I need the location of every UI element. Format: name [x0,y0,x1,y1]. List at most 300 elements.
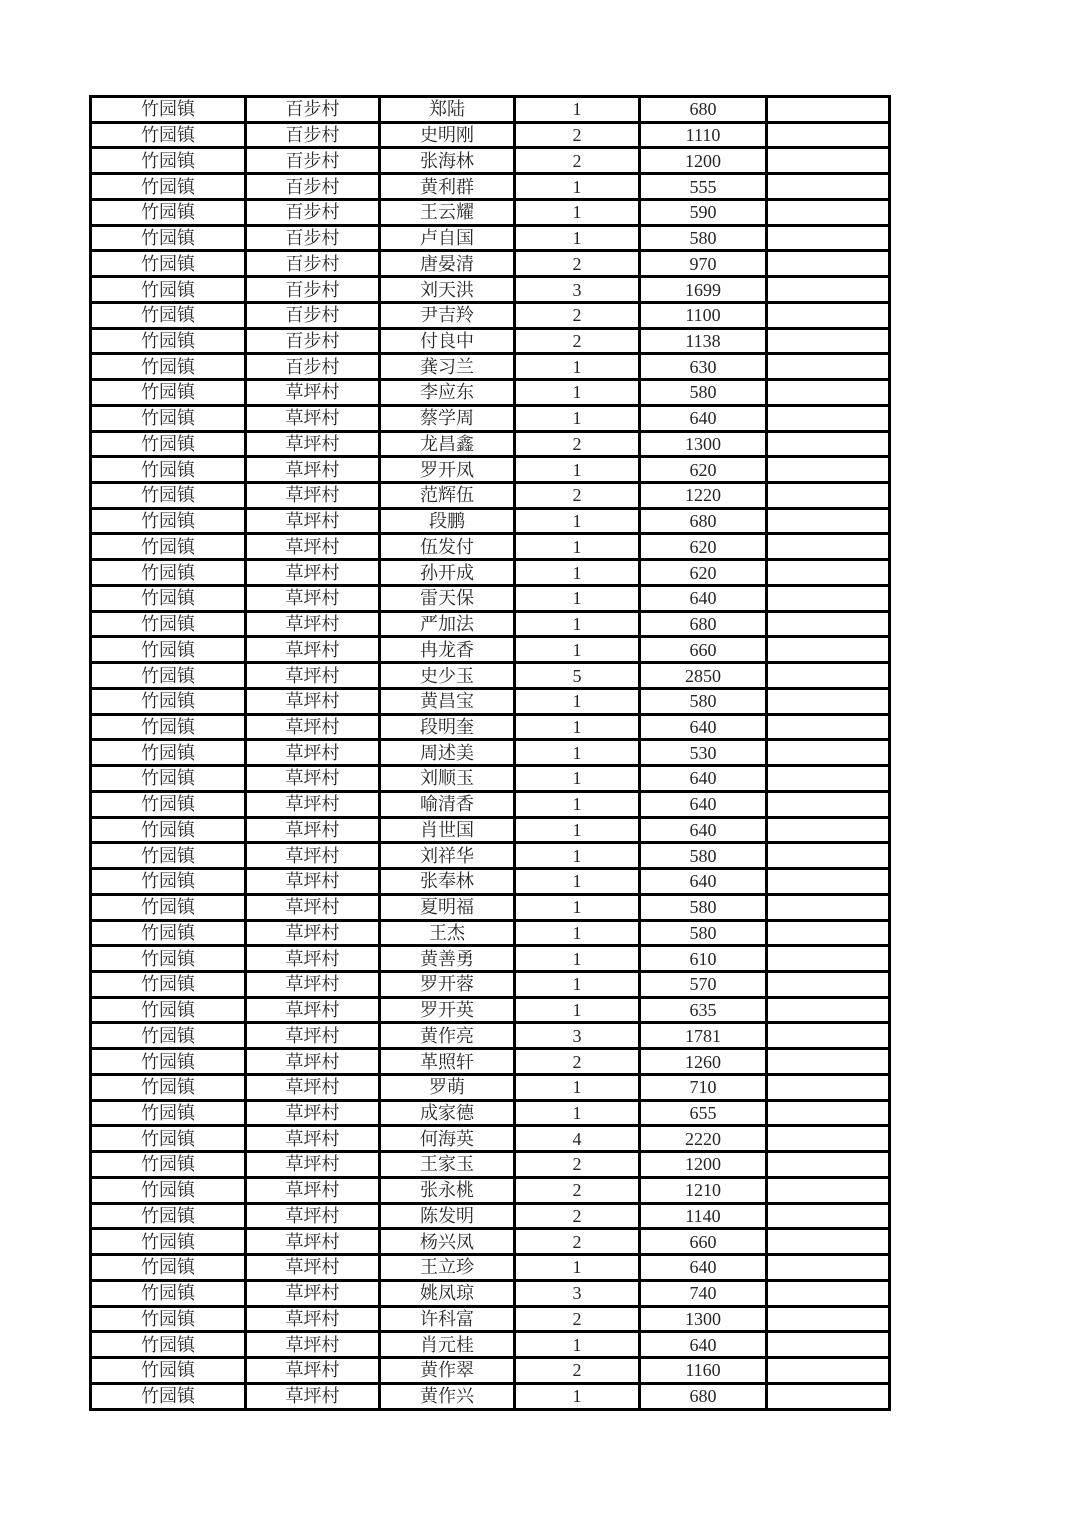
table-row [91,380,890,406]
count-cell: 1 [515,817,640,843]
table-row [91,405,890,431]
amount-cell: 640 [640,585,767,611]
count-cell: 1 [515,1255,640,1281]
name-cell: 孙开成 [380,560,515,586]
remark-cell [767,766,890,792]
table-row [91,869,890,895]
name-cell: 伍发付 [380,534,515,560]
count-cell: 2 [515,431,640,457]
table-row [91,817,890,843]
count-cell: 1 [515,1332,640,1358]
count-cell: 5 [515,663,640,689]
table-row [91,199,890,225]
town-cell: 竹园镇 [91,1074,246,1100]
table-row [91,766,890,792]
remark-cell [767,1383,890,1409]
amount-cell: 610 [640,946,767,972]
name-cell: 郑陆 [380,97,515,123]
count-cell: 2 [515,302,640,328]
village-cell: 草坪村 [246,869,380,895]
amount-cell: 1300 [640,1306,767,1332]
town-cell: 竹园镇 [91,585,246,611]
table-row [91,740,890,766]
amount-cell: 640 [640,791,767,817]
name-cell: 张海林 [380,148,515,174]
amount-cell: 590 [640,199,767,225]
village-cell: 草坪村 [246,766,380,792]
table-row [91,920,890,946]
village-cell: 草坪村 [246,920,380,946]
count-cell: 2 [515,122,640,148]
amount-cell: 1260 [640,1049,767,1075]
name-cell: 段明奎 [380,714,515,740]
amount-cell: 555 [640,174,767,200]
name-cell: 成家德 [380,1100,515,1126]
village-cell: 百步村 [246,302,380,328]
town-cell: 竹园镇 [91,199,246,225]
table-row [91,791,890,817]
table-row [91,483,890,509]
name-cell: 李应东 [380,380,515,406]
remark-cell [767,637,890,663]
village-cell: 百步村 [246,122,380,148]
name-cell: 段鹏 [380,508,515,534]
name-cell: 张永桃 [380,1177,515,1203]
remark-cell [767,740,890,766]
village-cell: 百步村 [246,225,380,251]
name-cell: 夏明福 [380,894,515,920]
name-cell: 肖元桂 [380,1332,515,1358]
amount-cell: 640 [640,714,767,740]
table-row [91,1049,890,1075]
town-cell: 竹园镇 [91,920,246,946]
name-cell: 黄利群 [380,174,515,200]
town-cell: 竹园镇 [91,637,246,663]
count-cell: 4 [515,1126,640,1152]
table-row [91,328,890,354]
town-cell: 竹园镇 [91,1357,246,1383]
town-cell: 竹园镇 [91,457,246,483]
count-cell: 1 [515,508,640,534]
name-cell: 黄善勇 [380,946,515,972]
village-cell: 百步村 [246,354,380,380]
table-row [91,946,890,972]
village-cell: 草坪村 [246,843,380,869]
name-cell: 罗萌 [380,1074,515,1100]
village-cell: 草坪村 [246,534,380,560]
name-cell: 尹吉羚 [380,302,515,328]
count-cell: 1 [515,971,640,997]
name-cell: 罗开凤 [380,457,515,483]
count-cell: 1 [515,611,640,637]
count-cell: 1 [515,740,640,766]
remark-cell [767,534,890,560]
town-cell: 竹园镇 [91,791,246,817]
table-row [91,997,890,1023]
count-cell: 2 [515,1049,640,1075]
amount-cell: 620 [640,457,767,483]
count-cell: 3 [515,1023,640,1049]
town-cell: 竹园镇 [91,225,246,251]
town-cell: 竹园镇 [91,1177,246,1203]
table-row [91,1332,890,1358]
amount-cell: 640 [640,869,767,895]
town-cell: 竹园镇 [91,611,246,637]
village-cell: 草坪村 [246,1306,380,1332]
name-cell: 黄昌宝 [380,688,515,714]
village-cell: 草坪村 [246,637,380,663]
amount-cell: 580 [640,380,767,406]
name-cell: 付良中 [380,328,515,354]
count-cell: 1 [515,766,640,792]
count-cell: 1 [515,714,640,740]
town-cell: 竹园镇 [91,251,246,277]
records-table [89,95,891,1411]
count-cell: 2 [515,1203,640,1229]
remark-cell [767,1203,890,1229]
remark-cell [767,405,890,431]
village-cell: 草坪村 [246,1152,380,1178]
count-cell: 2 [515,483,640,509]
town-cell: 竹园镇 [91,302,246,328]
village-cell: 草坪村 [246,1049,380,1075]
count-cell: 1 [515,225,640,251]
amount-cell: 530 [640,740,767,766]
name-cell: 喻清香 [380,791,515,817]
name-cell: 龚习兰 [380,354,515,380]
remark-cell [767,277,890,303]
table-row [91,277,890,303]
remark-cell [767,1255,890,1281]
table-row [91,1229,890,1255]
remark-cell [767,611,890,637]
table-row [91,508,890,534]
amount-cell: 2850 [640,663,767,689]
table-row [91,971,890,997]
name-cell: 肖世国 [380,817,515,843]
village-cell: 草坪村 [246,1177,380,1203]
table-row [91,534,890,560]
count-cell: 2 [515,328,640,354]
village-cell: 草坪村 [246,1074,380,1100]
amount-cell: 640 [640,1255,767,1281]
name-cell: 黄作翠 [380,1357,515,1383]
table-row [91,225,890,251]
village-cell: 草坪村 [246,791,380,817]
town-cell: 竹园镇 [91,1332,246,1358]
town-cell: 竹园镇 [91,405,246,431]
table-row [91,97,890,123]
name-cell: 许科富 [380,1306,515,1332]
remark-cell [767,225,890,251]
remark-cell [767,997,890,1023]
name-cell: 杨兴凤 [380,1229,515,1255]
amount-cell: 620 [640,534,767,560]
remark-cell [767,585,890,611]
count-cell: 1 [515,1100,640,1126]
count-cell: 1 [515,843,640,869]
count-cell: 1 [515,637,640,663]
remark-cell [767,199,890,225]
village-cell: 草坪村 [246,1280,380,1306]
table-row [91,302,890,328]
name-cell: 黄作亮 [380,1023,515,1049]
town-cell: 竹园镇 [91,148,246,174]
count-cell: 1 [515,1074,640,1100]
village-cell: 草坪村 [246,1255,380,1281]
amount-cell: 1138 [640,328,767,354]
remark-cell [767,688,890,714]
count-cell: 1 [515,534,640,560]
table-row [91,714,890,740]
table-row [91,174,890,200]
remark-cell [767,1100,890,1126]
amount-cell: 570 [640,971,767,997]
town-cell: 竹园镇 [91,663,246,689]
amount-cell: 660 [640,637,767,663]
name-cell: 卢自国 [380,225,515,251]
town-cell: 竹园镇 [91,688,246,714]
name-cell: 姚凤琼 [380,1280,515,1306]
town-cell: 竹园镇 [91,1100,246,1126]
village-cell: 草坪村 [246,1229,380,1255]
town-cell: 竹园镇 [91,97,246,123]
amount-cell: 2220 [640,1126,767,1152]
name-cell: 张奉林 [380,869,515,895]
remark-cell [767,1306,890,1332]
village-cell: 草坪村 [246,1332,380,1358]
amount-cell: 630 [640,354,767,380]
village-cell: 草坪村 [246,946,380,972]
amount-cell: 580 [640,894,767,920]
name-cell: 王立珍 [380,1255,515,1281]
village-cell: 草坪村 [246,1203,380,1229]
amount-cell: 1140 [640,1203,767,1229]
count-cell: 2 [515,1177,640,1203]
amount-cell: 580 [640,843,767,869]
name-cell: 革照轩 [380,1049,515,1075]
town-cell: 竹园镇 [91,1280,246,1306]
remark-cell [767,560,890,586]
village-cell: 百步村 [246,251,380,277]
remark-cell [767,1152,890,1178]
table-row [91,585,890,611]
remark-cell [767,817,890,843]
remark-cell [767,457,890,483]
village-cell: 草坪村 [246,380,380,406]
remark-cell [767,328,890,354]
name-cell: 范辉伍 [380,483,515,509]
village-cell: 草坪村 [246,560,380,586]
town-cell: 竹园镇 [91,122,246,148]
table-row [91,354,890,380]
remark-cell [767,1280,890,1306]
name-cell: 蔡学周 [380,405,515,431]
village-cell: 草坪村 [246,611,380,637]
table-row [91,1383,890,1409]
amount-cell: 1160 [640,1357,767,1383]
town-cell: 竹园镇 [91,1229,246,1255]
village-cell: 草坪村 [246,483,380,509]
remark-cell [767,148,890,174]
count-cell: 1 [515,997,640,1023]
village-cell: 百步村 [246,148,380,174]
amount-cell: 680 [640,97,767,123]
count-cell: 1 [515,1383,640,1409]
name-cell: 罗开英 [380,997,515,1023]
village-cell: 草坪村 [246,508,380,534]
town-cell: 竹园镇 [91,1023,246,1049]
amount-cell: 710 [640,1074,767,1100]
table-row [91,611,890,637]
town-cell: 竹园镇 [91,1126,246,1152]
village-cell: 百步村 [246,174,380,200]
table-row [91,1255,890,1281]
amount-cell: 1220 [640,483,767,509]
count-cell: 1 [515,585,640,611]
village-cell: 草坪村 [246,1023,380,1049]
count-cell: 3 [515,1280,640,1306]
table-row [91,894,890,920]
remark-cell [767,122,890,148]
count-cell: 1 [515,869,640,895]
table-row [91,122,890,148]
amount-cell: 1110 [640,122,767,148]
remark-cell [767,894,890,920]
name-cell: 罗开蓉 [380,971,515,997]
village-cell: 草坪村 [246,457,380,483]
name-cell: 冉龙香 [380,637,515,663]
name-cell: 黄作兴 [380,1383,515,1409]
remark-cell [767,251,890,277]
village-cell: 百步村 [246,97,380,123]
count-cell: 2 [515,1357,640,1383]
table-row [91,1074,890,1100]
village-cell: 百步村 [246,199,380,225]
village-cell: 草坪村 [246,1126,380,1152]
count-cell: 1 [515,380,640,406]
village-cell: 草坪村 [246,585,380,611]
name-cell: 严加法 [380,611,515,637]
table-row [91,1357,890,1383]
remark-cell [767,1074,890,1100]
amount-cell: 680 [640,508,767,534]
table-row [91,663,890,689]
count-cell: 2 [515,251,640,277]
town-cell: 竹园镇 [91,483,246,509]
table-row [91,457,890,483]
count-cell: 2 [515,1306,640,1332]
amount-cell: 1781 [640,1023,767,1049]
amount-cell: 1200 [640,1152,767,1178]
name-cell: 唐晏清 [380,251,515,277]
count-cell: 1 [515,354,640,380]
name-cell: 王云耀 [380,199,515,225]
town-cell: 竹园镇 [91,1049,246,1075]
amount-cell: 580 [640,920,767,946]
town-cell: 竹园镇 [91,843,246,869]
village-cell: 百步村 [246,277,380,303]
village-cell: 草坪村 [246,740,380,766]
remark-cell [767,97,890,123]
amount-cell: 640 [640,766,767,792]
town-cell: 竹园镇 [91,714,246,740]
table-row [91,1023,890,1049]
remark-cell [767,920,890,946]
village-cell: 草坪村 [246,971,380,997]
remark-cell [767,354,890,380]
village-cell: 草坪村 [246,663,380,689]
town-cell: 竹园镇 [91,869,246,895]
town-cell: 竹园镇 [91,1255,246,1281]
amount-cell: 740 [640,1280,767,1306]
remark-cell [767,174,890,200]
table-row [91,1203,890,1229]
town-cell: 竹园镇 [91,1306,246,1332]
name-cell: 龙昌鑫 [380,431,515,457]
town-cell: 竹园镇 [91,560,246,586]
town-cell: 竹园镇 [91,277,246,303]
amount-cell: 640 [640,405,767,431]
table-row [91,560,890,586]
remark-cell [767,869,890,895]
remark-cell [767,483,890,509]
village-cell: 草坪村 [246,997,380,1023]
amount-cell: 1210 [640,1177,767,1203]
amount-cell: 640 [640,1332,767,1358]
table-row [91,1280,890,1306]
name-cell: 何海英 [380,1126,515,1152]
town-cell: 竹园镇 [91,380,246,406]
table-row [91,1152,890,1178]
remark-cell [767,302,890,328]
town-cell: 竹园镇 [91,508,246,534]
table-row [91,637,890,663]
town-cell: 竹园镇 [91,971,246,997]
remark-cell [767,508,890,534]
town-cell: 竹园镇 [91,354,246,380]
remark-cell [767,1229,890,1255]
village-cell: 草坪村 [246,405,380,431]
village-cell: 草坪村 [246,1357,380,1383]
count-cell: 1 [515,97,640,123]
village-cell: 草坪村 [246,1100,380,1126]
village-cell: 草坪村 [246,688,380,714]
remark-cell [767,714,890,740]
town-cell: 竹园镇 [91,894,246,920]
remark-cell [767,1357,890,1383]
name-cell: 刘祥华 [380,843,515,869]
count-cell: 3 [515,277,640,303]
count-cell: 1 [515,560,640,586]
table-row [91,1177,890,1203]
table-row [91,1100,890,1126]
name-cell: 周述美 [380,740,515,766]
count-cell: 2 [515,1152,640,1178]
amount-cell: 580 [640,225,767,251]
village-cell: 草坪村 [246,431,380,457]
town-cell: 竹园镇 [91,766,246,792]
name-cell: 史明刚 [380,122,515,148]
count-cell: 2 [515,148,640,174]
name-cell: 陈发明 [380,1203,515,1229]
remark-cell [767,431,890,457]
remark-cell [767,1023,890,1049]
amount-cell: 660 [640,1229,767,1255]
remark-cell [767,1177,890,1203]
amount-cell: 1300 [640,431,767,457]
amount-cell: 1200 [640,148,767,174]
